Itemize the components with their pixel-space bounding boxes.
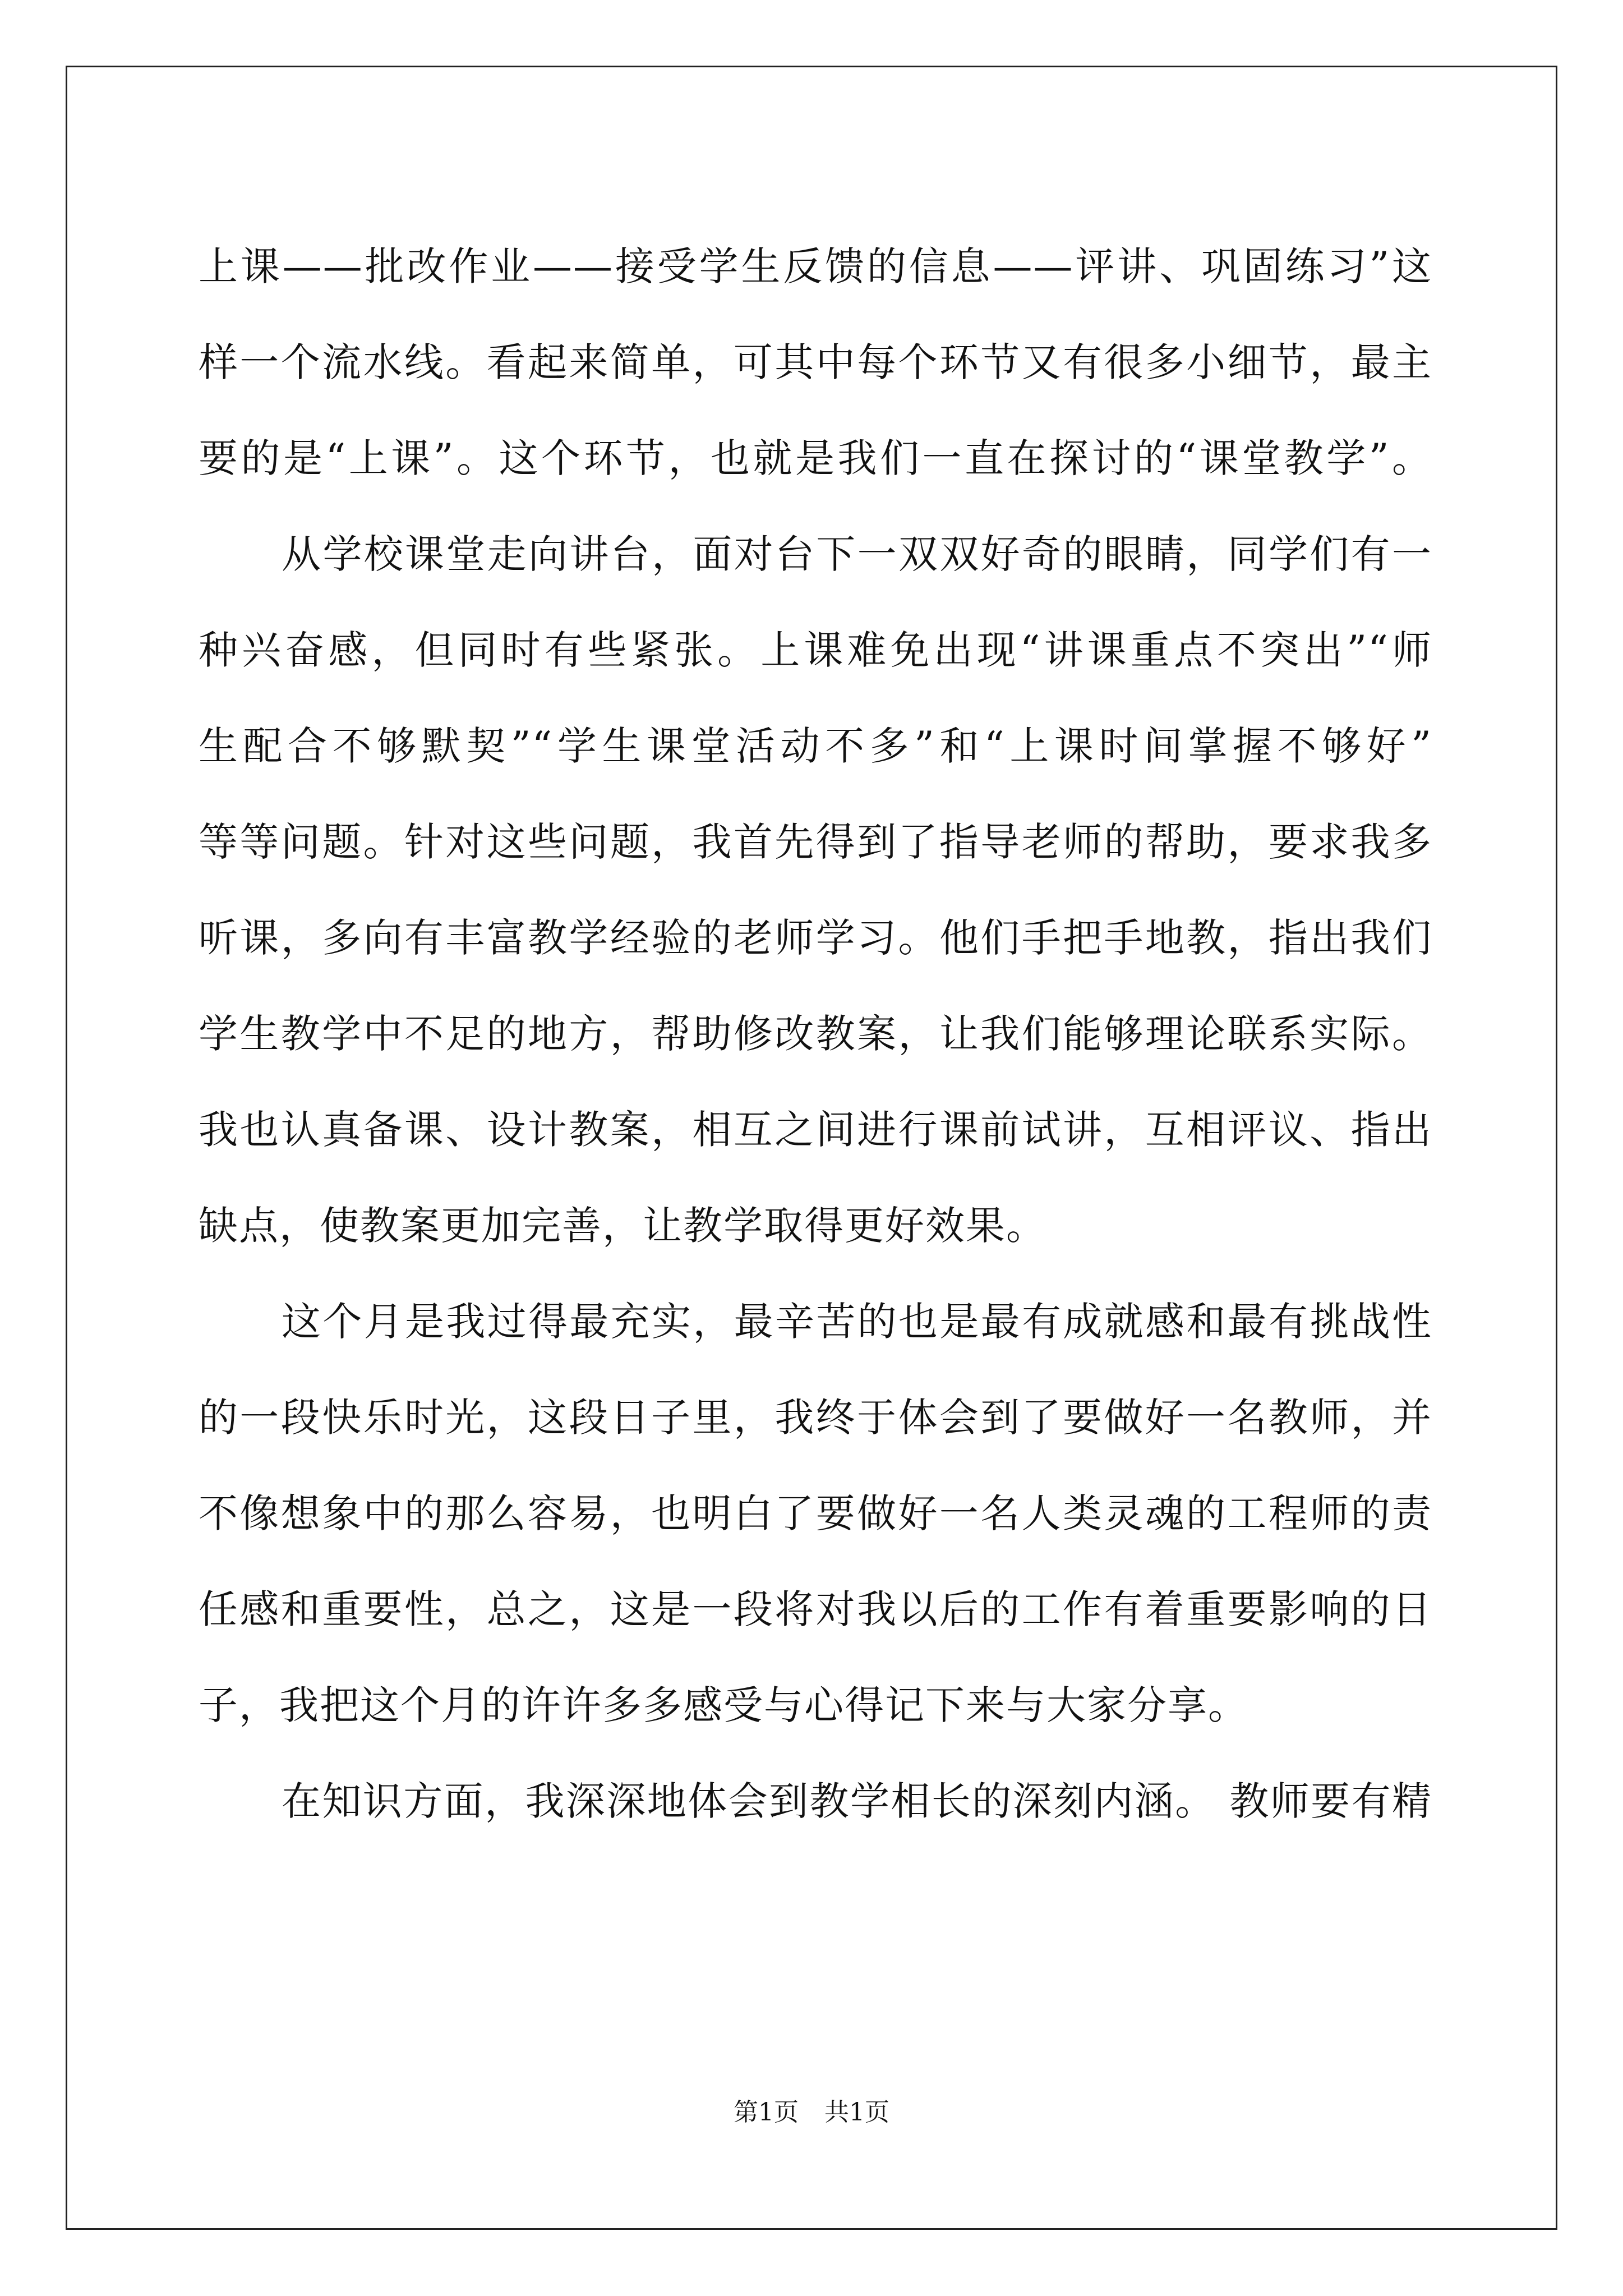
page-footer (0, 2096, 1623, 2129)
paragraph-start-line: 在知识方面，我深深地体会到教学相长的深刻内涵。 教师要有精 (282, 1778, 1432, 1824)
text-line: 生配合不够默契”“学生课堂活动不多”和“上课时间掌握不够好” (199, 723, 1432, 769)
document-body (199, 219, 1432, 1849)
text-line: 任感和重要性，总之，这是一段将对我以后的工作有着重要影响的日 (199, 1586, 1432, 1632)
text-line: 种兴奋感，但同时有些紧张。上课难免出现“讲课重点不突出”“师 (199, 627, 1432, 673)
text-line: 等等问题。针对这些问题，我首先得到了指导老师的帮助，要求我多 (199, 819, 1432, 865)
page-total: 共1页 (824, 2098, 889, 2127)
paragraph-end-line: 缺点，使教案更加完善，让教学取得更好效果。 (199, 1203, 1046, 1249)
text-line: 的一段快乐时光，这段日子里，我终于体会到了要做好一名教师，并 (199, 1395, 1432, 1441)
text-line: 样一个流水线。看起来简单，可其中每个环节又有很多小细节，最主 (199, 339, 1432, 385)
paragraph-end-line: 子，我把这个月的许许多多感受与心得记下来与大家分享。 (199, 1682, 1248, 1728)
paragraph-start-line: 这个月是我过得最充实，最辛苦的也是最有成就感和最有挑战性 (282, 1299, 1432, 1345)
text-line: 要的是“上课”。这个环节，也就是我们一直在探讨的“课堂教学”。 (199, 435, 1432, 481)
text-line: 上课——批改作业——接受学生反馈的信息——评讲、巩固练习”这 (199, 243, 1432, 289)
text-line: 我也认真备课、设计教案，相互之间进行课前试讲，互相评议、指出 (199, 1107, 1432, 1153)
text-line: 学生教学中不足的地方，帮助修改教案，让我们能够理论联系实际。 (199, 1011, 1432, 1057)
text-line: 不像想象中的那么容易，也明白了要做好一名人类灵魂的工程师的责 (199, 1490, 1432, 1536)
text-line: 听课，多向有丰富教学经验的老师学习。他们手把手地教，指出我们 (199, 915, 1432, 961)
paragraph-start-line: 从学校课堂走向讲台，面对台下一双双好奇的眼睛，同学们有一 (282, 531, 1432, 577)
page-number: 第1页 (734, 2098, 799, 2127)
